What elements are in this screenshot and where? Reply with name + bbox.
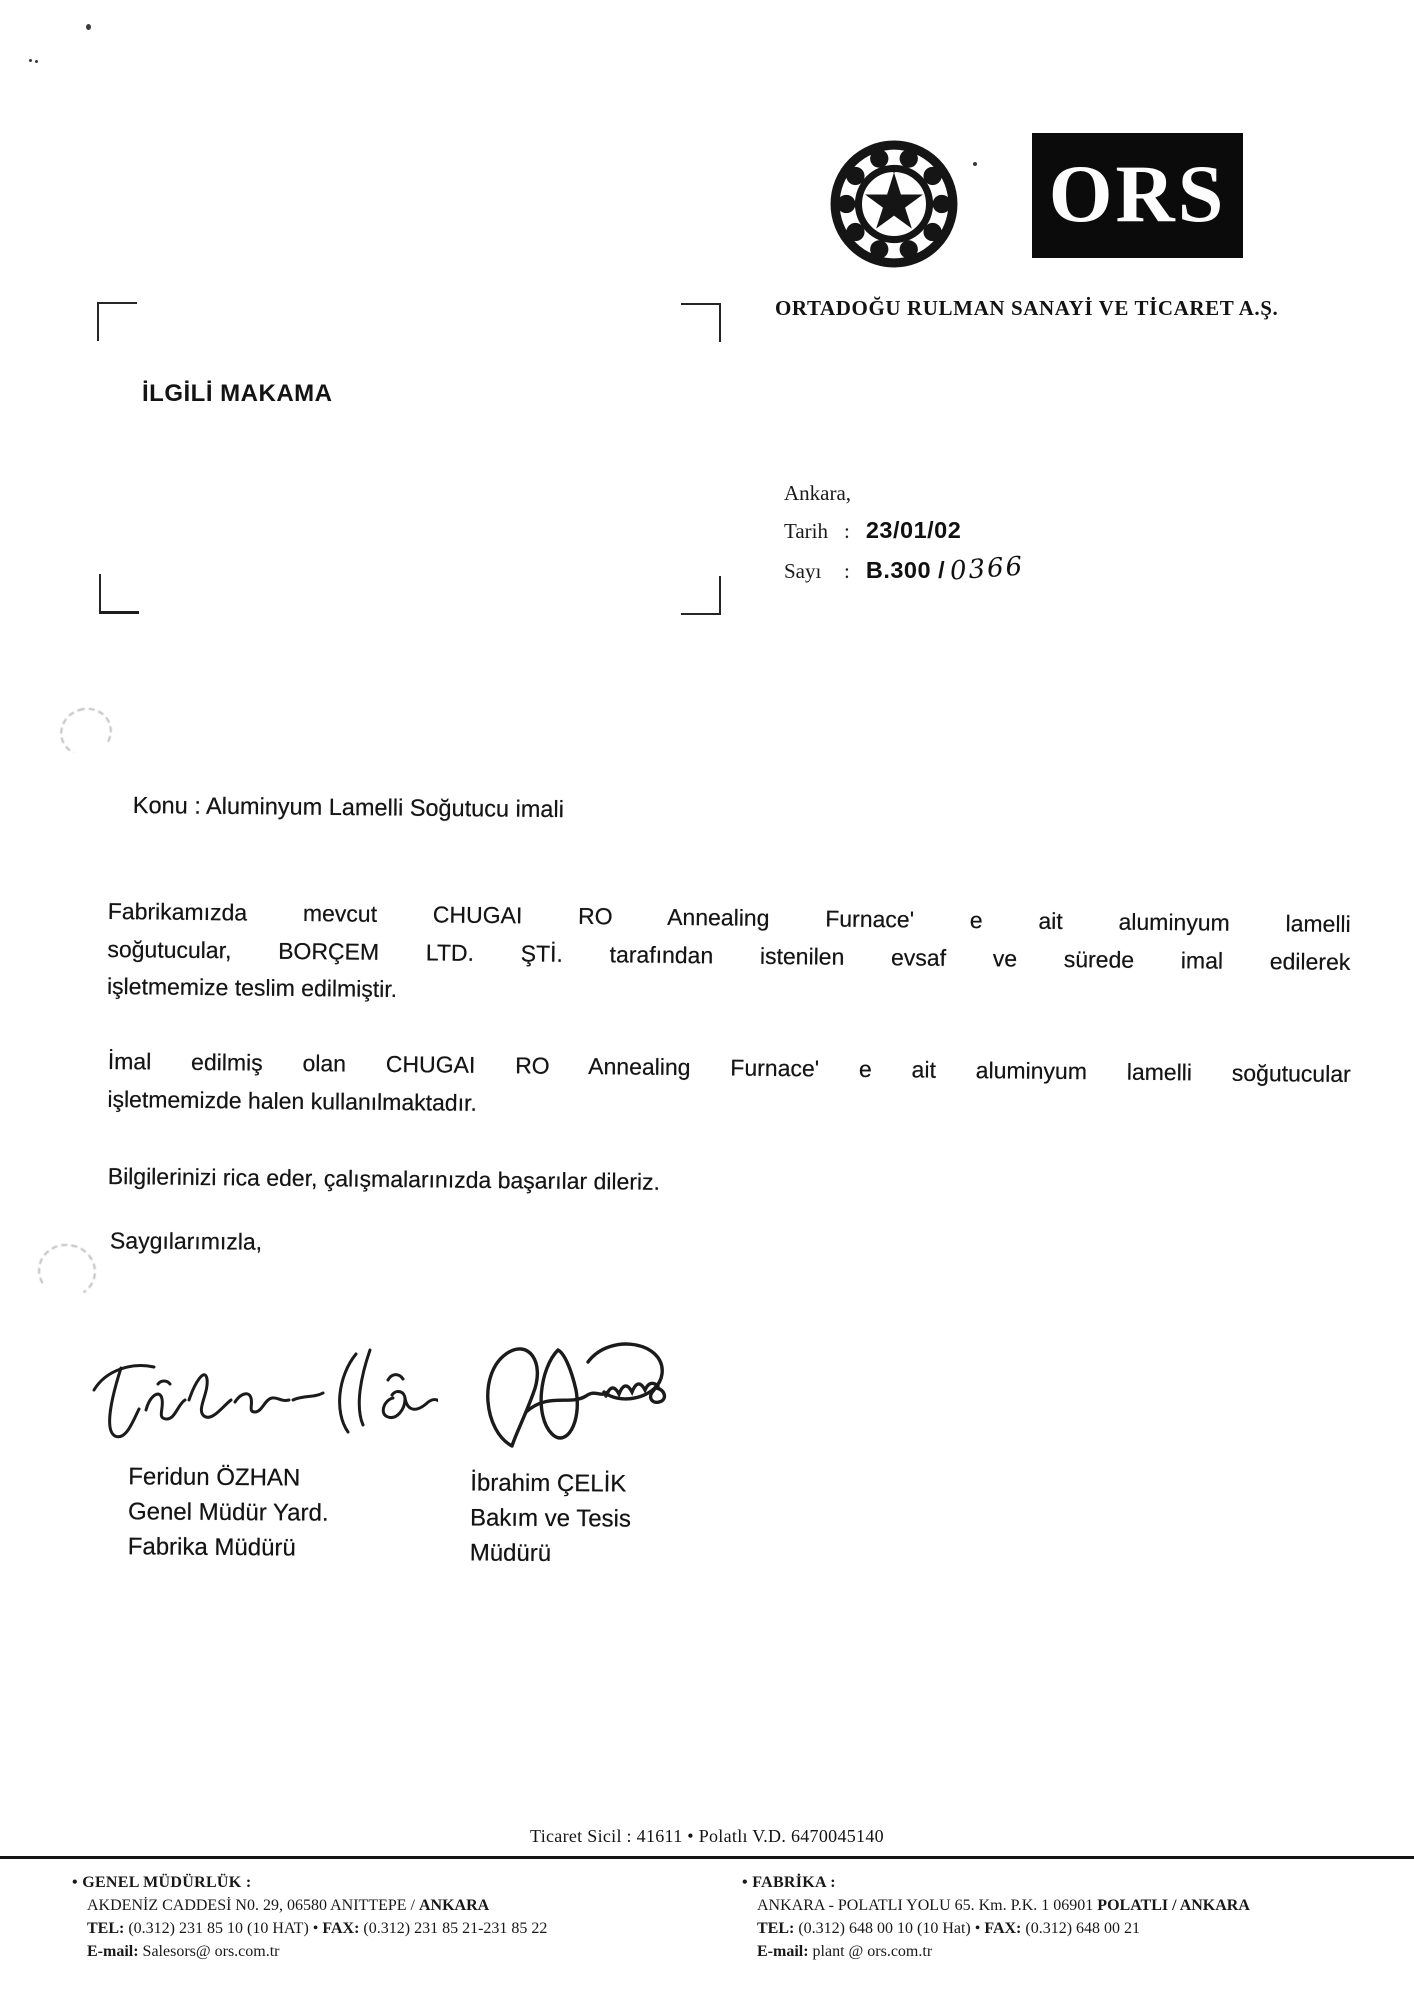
window-corner-top-right-icon bbox=[681, 303, 721, 342]
hq-heading: • GENEL MÜDÜRLÜK : bbox=[72, 1874, 252, 1891]
stamp-smudge bbox=[34, 1239, 100, 1302]
scan-speck bbox=[35, 60, 38, 63]
date-reference-block bbox=[784, 481, 1025, 596]
signatory-title: Fabrika Müdürü bbox=[127, 1533, 296, 1562]
signatory-name: Feridun ÖZHAN bbox=[128, 1463, 301, 1492]
paragraph-line: Fabrikamızda mevcut CHUGAI RO Annealing Furnace' e ait aluminyum lamelli bbox=[107, 897, 1351, 938]
signatory-block bbox=[128, 1459, 329, 1565]
stamp-smudge bbox=[54, 701, 118, 763]
reference-value: B.300 / bbox=[865, 557, 946, 583]
date-label: Tarih bbox=[784, 519, 829, 543]
paragraph bbox=[107, 1043, 1351, 1131]
signatory-block bbox=[470, 1465, 632, 1571]
ors-logo bbox=[1032, 133, 1243, 258]
colon: : bbox=[844, 519, 850, 543]
factory-heading: • FABRİKA : bbox=[742, 1874, 836, 1891]
footer-factory bbox=[742, 1871, 1382, 1963]
reference-line bbox=[784, 551, 1026, 587]
signatory-name: İbrahim ÇELİK bbox=[470, 1469, 627, 1498]
scan-speck bbox=[86, 24, 91, 30]
bearing-star-logo-icon bbox=[828, 138, 960, 270]
reference-number-handwritten: 0366 bbox=[949, 551, 1026, 587]
factory-email: E-mail: plant @ ors.com.tr bbox=[757, 1943, 933, 1960]
date-line bbox=[784, 517, 1025, 544]
paragraph bbox=[107, 893, 1351, 1019]
company-name: ORTADOĞU RULMAN SANAYİ VE TİCARET A.Ş. bbox=[775, 296, 1279, 320]
colon: : bbox=[844, 559, 850, 583]
window-corner-bottom-left-icon bbox=[99, 574, 139, 614]
window-corner-top-left-icon bbox=[97, 302, 137, 341]
signatory-title: Müdürü bbox=[469, 1539, 552, 1568]
paragraph-line: işletmemizde halen kullanılmaktadır. bbox=[107, 1085, 477, 1116]
date-value: 23/01/02 bbox=[865, 517, 962, 543]
subject-line: Konu : Aluminyum Lamelli Soğutucu imali bbox=[132, 792, 565, 823]
city-line: Ankara, bbox=[784, 481, 852, 505]
factory-address: ANKARA - POLATLI YOLU 65. Km. P.K. 1 06901 POLATLI / ANKARA bbox=[757, 1897, 1250, 1914]
recipient-line: İLGİLİ MAKAMA bbox=[142, 380, 333, 407]
signature-feridun-ozhan-icon bbox=[88, 1338, 438, 1463]
paragraph-line: İmal edilmiş olan CHUGAI RO Annealing Furnace' e ait aluminyum lamelli soğutucular bbox=[107, 1047, 1351, 1088]
signatory-title: Bakım ve Tesis bbox=[469, 1504, 632, 1533]
signatory-title: Genel Müdür Yard. bbox=[127, 1498, 329, 1527]
hq-email: E-mail: Salesors@ ors.com.tr bbox=[87, 1943, 280, 1960]
ors-logo-text: ORS bbox=[1048, 147, 1227, 239]
footer-divider bbox=[0, 1856, 1414, 1859]
closing-line: Saygılarımızla, bbox=[109, 1227, 263, 1255]
paragraph-line: Bilgilerinizi rica eder, çalışmalarınızda başarılar dileriz. bbox=[107, 1162, 661, 1195]
signature-ibrahim-celik-icon bbox=[468, 1326, 683, 1471]
paragraph-line: işletmemize teslim edilmiştir. bbox=[106, 972, 398, 1003]
paragraph bbox=[108, 1158, 1351, 1209]
scan-speck bbox=[29, 59, 32, 62]
reference-label: Sayı bbox=[784, 559, 822, 583]
hq-address: AKDENİZ CADDESİ N0. 29, 06580 ANITTEPE / ANKARA bbox=[87, 1897, 490, 1914]
paragraph-line: soğutucular, BORÇEM LTD. ŞTİ. tarafından istenilen evsaf ve sürede imal edilerek bbox=[107, 935, 1351, 975]
factory-phone-fax: TEL: (0.312) 648 00 10 (10 Hat) • FAX: (0.312) 648 00 21 bbox=[757, 1920, 1141, 1937]
window-corner-bottom-right-icon bbox=[681, 576, 721, 615]
trade-registry-line: Ticaret Sicil : 41611 • Polatlı V.D. 6470045140 bbox=[530, 1826, 884, 1846]
scan-speck bbox=[973, 162, 977, 166]
footer-headquarters bbox=[72, 1871, 692, 1963]
hq-phone-fax: TEL: (0.312) 231 85 10 (10 HAT) • FAX: (0.312) 231 85 21-231 85 22 bbox=[87, 1920, 548, 1937]
